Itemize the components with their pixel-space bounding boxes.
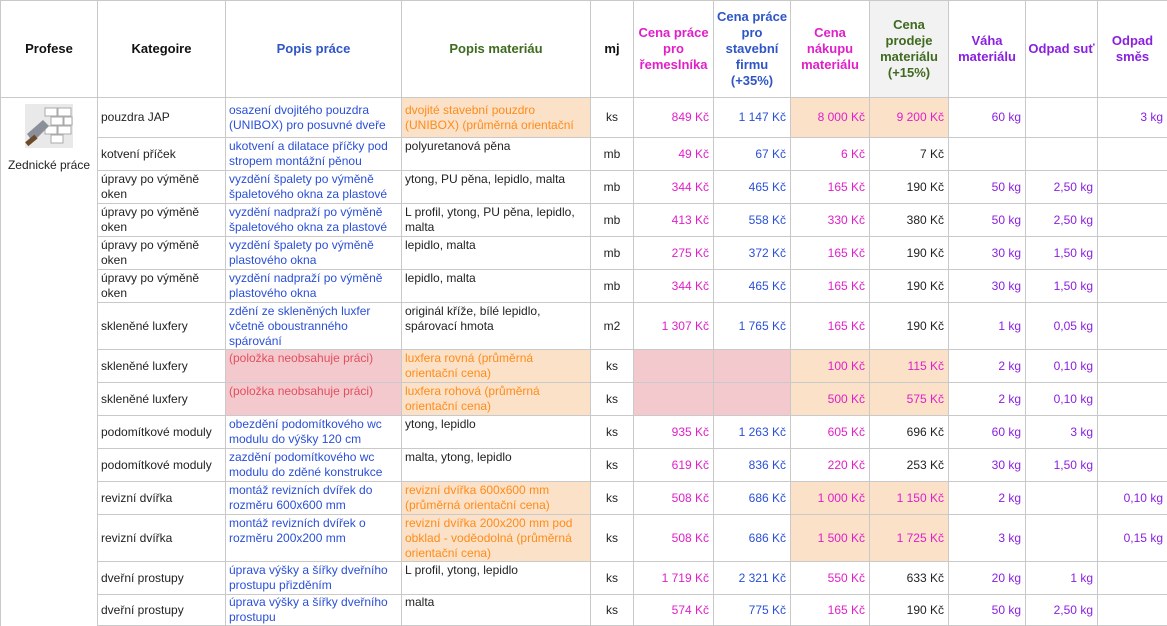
vaha-cell[interactable]: 2 kg xyxy=(949,350,1026,383)
odpad-smes-cell[interactable] xyxy=(1098,416,1167,449)
cena-nakupu-cell[interactable]: 1 000 Kč xyxy=(791,482,870,515)
header-odpad-smes[interactable]: Odpad směs xyxy=(1098,1,1167,98)
popis-materialu-cell-text: revizní dvířka 200x200 mm pod obklad - voděodolná (průměrná orientační cena) xyxy=(405,516,587,561)
cena-nakupu-cell[interactable]: 220 Kč xyxy=(791,449,870,482)
popis-prace-cell-text: ukotvení a dilatace příčky pod stropem montážní pěnou xyxy=(229,139,398,169)
cena-nakupu-cell[interactable]: 165 Kč xyxy=(791,270,870,303)
kategorie-cell[interactable]: úpravy po výměně oken xyxy=(98,171,226,204)
popis-materialu-cell[interactable] xyxy=(402,562,591,595)
odpad-smes-cell[interactable] xyxy=(1098,595,1167,626)
cena-prodeje-cell[interactable]: 253 Kč xyxy=(870,449,949,482)
mj-cell[interactable]: mb xyxy=(591,204,634,237)
cena-firma-cell[interactable]: 686 Kč xyxy=(714,482,791,515)
cena-remeslnik-cell[interactable]: 344 Kč xyxy=(634,270,714,303)
vaha-cell[interactable]: 50 kg xyxy=(949,171,1026,204)
odpad-sut-cell[interactable]: 0,10 kg xyxy=(1026,350,1098,383)
popis-materialu-cell[interactable] xyxy=(402,98,591,138)
header-popis-materialu[interactable]: Popis materiáu xyxy=(402,1,591,98)
popis-prace-cell[interactable] xyxy=(226,562,402,595)
popis-prace-cell[interactable] xyxy=(226,482,402,515)
odpad-smes-cell[interactable] xyxy=(1098,562,1167,595)
cena-remeslnik-cell[interactable]: 413 Kč xyxy=(634,204,714,237)
popis-prace-cell-text: vyzdění nadpraží po výměně špaletového okna za plastové xyxy=(229,205,398,235)
table-row xyxy=(1,595,1167,626)
kategorie-cell[interactable]: podomítkové moduly xyxy=(98,449,226,482)
odpad-sut-cell[interactable] xyxy=(1026,515,1098,562)
table-row xyxy=(1,449,1167,482)
popis-materialu-cell[interactable] xyxy=(402,138,591,171)
cena-remeslnik-cell[interactable] xyxy=(634,350,714,383)
kategorie-cell[interactable]: kotvení příček xyxy=(98,138,226,171)
mj-cell[interactable]: mb xyxy=(591,171,634,204)
cena-firma-cell[interactable]: 686 Kč xyxy=(714,515,791,562)
mj-cell[interactable]: mb xyxy=(591,270,634,303)
popis-materialu-cell[interactable] xyxy=(402,482,591,515)
header-cena-remeslnik[interactable]: Cena práce pro řemeslníka xyxy=(634,1,714,98)
cena-nakupu-cell[interactable]: 100 Kč xyxy=(791,350,870,383)
kategorie-cell[interactable]: revizní dvířka xyxy=(98,515,226,562)
header-profese[interactable]: Profese xyxy=(1,1,98,98)
table-row xyxy=(1,204,1167,237)
cena-remeslnik-cell[interactable]: 508 Kč xyxy=(634,515,714,562)
mj-cell[interactable]: ks xyxy=(591,515,634,562)
cena-nakupu-cell[interactable]: 165 Kč xyxy=(791,303,870,350)
vaha-cell[interactable]: 2 kg xyxy=(949,482,1026,515)
cena-prodeje-cell[interactable]: 190 Kč xyxy=(870,270,949,303)
mj-cell[interactable]: ks xyxy=(591,562,634,595)
cena-firma-cell[interactable] xyxy=(714,383,791,416)
cena-prodeje-cell[interactable]: 190 Kč xyxy=(870,237,949,270)
odpad-smes-cell[interactable] xyxy=(1098,138,1167,171)
header-popis-prace[interactable]: Popis práce xyxy=(226,1,402,98)
vaha-cell[interactable]: 30 kg xyxy=(949,270,1026,303)
odpad-sut-cell[interactable]: 1,50 kg xyxy=(1026,270,1098,303)
popis-materialu-cell-text: L profil, ytong, PU pěna, lepidlo, malta xyxy=(405,205,587,235)
profese-label: Zednické práce xyxy=(3,158,95,173)
popis-materialu-cell[interactable] xyxy=(402,204,591,237)
table-row xyxy=(1,350,1167,383)
header-kategoire[interactable]: Kategoire xyxy=(98,1,226,98)
popis-prace-cell[interactable] xyxy=(226,270,402,303)
kategorie-cell[interactable]: podomítkové moduly xyxy=(98,416,226,449)
cena-remeslnik-cell[interactable]: 935 Kč xyxy=(634,416,714,449)
cena-nakupu-cell[interactable]: 165 Kč xyxy=(791,171,870,204)
table-row xyxy=(1,303,1167,350)
kategorie-cell[interactable]: pouzdra JAP xyxy=(98,98,226,138)
table-row xyxy=(1,171,1167,204)
table-row xyxy=(1,416,1167,449)
popis-prace-cell-text: vyzdění špalety po výměně plastového okna xyxy=(229,238,398,268)
popis-prace-cell-text: úprava výšky a šířky dveřního prostupu xyxy=(229,595,398,625)
vaha-cell[interactable]: 2 kg xyxy=(949,383,1026,416)
popis-materialu-cell-text: lepidlo, malta xyxy=(405,271,587,301)
popis-materialu-cell-text: lepidlo, malta xyxy=(405,238,587,268)
popis-materialu-cell-text: dvojité stavební pouzdro (UNIBOX) (průměrná orientační xyxy=(405,103,587,133)
popis-prace-cell[interactable] xyxy=(226,416,402,449)
table-row xyxy=(1,270,1167,303)
header-row xyxy=(1,1,1167,98)
odpad-smes-cell[interactable]: 0,10 kg xyxy=(1098,482,1167,515)
cena-prodeje-cell[interactable]: 1 150 Kč xyxy=(870,482,949,515)
popis-materialu-cell[interactable] xyxy=(402,237,591,270)
popis-materialu-cell-text: ytong, PU pěna, lepidlo, malta xyxy=(405,172,587,202)
cena-firma-cell[interactable]: 372 Kč xyxy=(714,237,791,270)
popis-materialu-cell-text: ytong, lepidlo xyxy=(405,417,587,447)
cena-remeslnik-cell[interactable]: 619 Kč xyxy=(634,449,714,482)
popis-materialu-cell[interactable] xyxy=(402,416,591,449)
odpad-sut-cell[interactable]: 2,50 kg xyxy=(1026,171,1098,204)
odpad-sut-cell[interactable] xyxy=(1026,98,1098,138)
vaha-cell[interactable]: 20 kg xyxy=(949,562,1026,595)
cena-nakupu-cell[interactable]: 330 Kč xyxy=(791,204,870,237)
cena-remeslnik-cell[interactable]: 1 307 Kč xyxy=(634,303,714,350)
cena-prodeje-cell[interactable]: 633 Kč xyxy=(870,562,949,595)
mj-cell[interactable]: ks xyxy=(591,98,634,138)
table-row xyxy=(1,98,1167,138)
popis-materialu-cell-text: luxfera rohová (průměrná orientační cena) xyxy=(405,384,587,414)
vaha-cell[interactable]: 60 kg xyxy=(949,98,1026,138)
odpad-smes-cell[interactable] xyxy=(1098,237,1167,270)
popis-prace-cell-text: vyzdění nadpraží po výměně plastového okna xyxy=(229,271,398,301)
cena-nakupu-cell[interactable]: 6 Kč xyxy=(791,138,870,171)
popis-materialu-cell[interactable] xyxy=(402,171,591,204)
odpad-smes-cell[interactable] xyxy=(1098,449,1167,482)
odpad-sut-cell[interactable]: 2,50 kg xyxy=(1026,204,1098,237)
cena-nakupu-cell[interactable]: 1 500 Kč xyxy=(791,515,870,562)
popis-prace-cell[interactable] xyxy=(226,595,402,626)
cena-nakupu-cell[interactable]: 550 Kč xyxy=(791,562,870,595)
odpad-smes-cell[interactable] xyxy=(1098,383,1167,416)
table-row xyxy=(1,515,1167,562)
popis-prace-cell-text: zdění ze skleněných luxfer včetně oboustranného spárování xyxy=(229,304,398,349)
popis-prace-cell-text: montáž revizních dvířek o rozměru 200x200 mm xyxy=(229,516,398,561)
popis-prace-cell-text: obezdění podomítkového wc modulu do výšky 120 cm xyxy=(229,417,398,447)
odpad-sut-cell[interactable]: 1,50 kg xyxy=(1026,449,1098,482)
cena-remeslnik-cell[interactable]: 1 719 Kč xyxy=(634,562,714,595)
popis-prace-cell[interactable] xyxy=(226,515,402,562)
popis-prace-cell[interactable] xyxy=(226,237,402,270)
cena-prodeje-cell[interactable]: 1 725 Kč xyxy=(870,515,949,562)
odpad-smes-cell[interactable] xyxy=(1098,303,1167,350)
mj-cell[interactable]: mb xyxy=(591,237,634,270)
popis-materialu-cell-text: polyuretanová pěna xyxy=(405,139,587,169)
vaha-cell[interactable]: 30 kg xyxy=(949,237,1026,270)
cena-firma-cell[interactable] xyxy=(714,350,791,383)
kategorie-cell[interactable]: úpravy po výměně oken xyxy=(98,237,226,270)
popis-prace-cell-text: (položka neobsahuje práci) xyxy=(229,384,398,414)
cena-prodeje-cell[interactable]: 575 Kč xyxy=(870,383,949,416)
cena-firma-cell[interactable]: 2 321 Kč xyxy=(714,562,791,595)
cena-firma-cell[interactable]: 1 263 Kč xyxy=(714,416,791,449)
popis-prace-cell[interactable] xyxy=(226,138,402,171)
header-mj[interactable]: mj xyxy=(591,1,634,98)
odpad-sut-cell[interactable]: 1,50 kg xyxy=(1026,237,1098,270)
kategorie-cell[interactable]: revizní dvířka xyxy=(98,482,226,515)
cena-prodeje-cell[interactable]: 696 Kč xyxy=(870,416,949,449)
kategorie-cell[interactable]: dveřní prostupy xyxy=(98,562,226,595)
popis-prace-cell[interactable] xyxy=(226,350,402,383)
mj-cell[interactable]: ks xyxy=(591,383,634,416)
kategorie-cell[interactable]: dveřní prostupy xyxy=(98,595,226,626)
odpad-sut-cell[interactable] xyxy=(1026,138,1098,171)
header-cena-nakupu[interactable]: Cena nákupu materiálu xyxy=(791,1,870,98)
table-row xyxy=(1,237,1167,270)
popis-materialu-cell-text: malta xyxy=(405,595,587,625)
popis-prace-cell-text: montáž revizních dvířek do rozměru 600x600 mm xyxy=(229,483,398,513)
header-cena-firma[interactable]: Cena práce pro stavební firmu (+35%) xyxy=(714,1,791,98)
odpad-sut-cell[interactable]: 2,50 kg xyxy=(1026,595,1098,626)
cena-nakupu-cell[interactable]: 165 Kč xyxy=(791,237,870,270)
cena-prodeje-cell[interactable]: 115 Kč xyxy=(870,350,949,383)
popis-prace-cell[interactable] xyxy=(226,303,402,350)
cena-nakupu-cell[interactable]: 605 Kč xyxy=(791,416,870,449)
popis-prace-cell-text: osazení dvojitého pouzdra (UNIBOX) pro posuvné dveře xyxy=(229,103,398,133)
cena-remeslnik-cell[interactable]: 49 Kč xyxy=(634,138,714,171)
popis-prace-cell[interactable] xyxy=(226,383,402,416)
cena-nakupu-cell[interactable]: 500 Kč xyxy=(791,383,870,416)
odpad-sut-cell[interactable]: 0,10 kg xyxy=(1026,383,1098,416)
cena-firma-cell[interactable]: 67 Kč xyxy=(714,138,791,171)
vaha-cell[interactable]: 50 kg xyxy=(949,595,1026,626)
popis-prace-cell[interactable] xyxy=(226,98,402,138)
mj-cell[interactable]: ks xyxy=(591,595,634,626)
odpad-sut-cell[interactable] xyxy=(1026,482,1098,515)
popis-materialu-cell[interactable] xyxy=(402,270,591,303)
cena-prodeje-cell[interactable]: 190 Kč xyxy=(870,595,949,626)
header-cena-prodeje[interactable]: Cena prodeje materiálu (+15%) xyxy=(870,1,949,98)
popis-prace-cell[interactable] xyxy=(226,449,402,482)
popis-prace-cell-text: vyzdění špalety po výměně špaletového okna za plastové xyxy=(229,172,398,202)
table-row xyxy=(1,482,1167,515)
vaha-cell[interactable] xyxy=(949,138,1026,171)
popis-prace-cell-text: zazdění podomítkového wc modulu do zděné konstrukce xyxy=(229,450,398,480)
cena-prodeje-cell[interactable]: 190 Kč xyxy=(870,303,949,350)
cena-remeslnik-cell[interactable]: 508 Kč xyxy=(634,482,714,515)
table-row xyxy=(1,562,1167,595)
table-row xyxy=(1,383,1167,416)
cena-remeslnik-cell[interactable]: 344 Kč xyxy=(634,171,714,204)
kategorie-cell[interactable]: skleněné luxfery xyxy=(98,383,226,416)
cena-remeslnik-cell[interactable] xyxy=(634,383,714,416)
header-odpad-sut[interactable]: Odpad suť xyxy=(1026,1,1098,98)
mj-cell[interactable]: ks xyxy=(591,482,634,515)
vaha-cell[interactable]: 1 kg xyxy=(949,303,1026,350)
popis-materialu-cell-text: revizní dvířka 600x600 mm (průměrná orientační cena) xyxy=(405,483,587,513)
cena-firma-cell[interactable]: 1 147 Kč xyxy=(714,98,791,138)
kategorie-cell[interactable]: skleněné luxfery xyxy=(98,350,226,383)
odpad-smes-cell[interactable] xyxy=(1098,350,1167,383)
cena-firma-cell[interactable]: 1 765 Kč xyxy=(714,303,791,350)
popis-prace-cell[interactable] xyxy=(226,171,402,204)
profese-cell[interactable] xyxy=(1,98,98,626)
popis-materialu-cell-text: malta, ytong, lepidlo xyxy=(405,450,587,480)
cena-firma-cell[interactable]: 558 Kč xyxy=(714,204,791,237)
popis-prace-cell-text: úprava výšky a šířky dveřního prostupu přizděním xyxy=(229,563,398,593)
cena-prodeje-cell[interactable]: 7 Kč xyxy=(870,138,949,171)
odpad-sut-cell[interactable]: 3 kg xyxy=(1026,416,1098,449)
vaha-cell[interactable]: 3 kg xyxy=(949,515,1026,562)
odpad-smes-cell[interactable] xyxy=(1098,270,1167,303)
popis-materialu-cell[interactable] xyxy=(402,303,591,350)
kategorie-cell[interactable]: skleněné luxfery xyxy=(98,303,226,350)
brick-trowel-icon xyxy=(25,104,73,148)
mj-cell[interactable]: ks xyxy=(591,449,634,482)
popis-materialu-cell[interactable] xyxy=(402,350,591,383)
popis-materialu-cell[interactable] xyxy=(402,383,591,416)
mj-cell[interactable]: ks xyxy=(591,350,634,383)
cena-remeslnik-cell[interactable]: 574 Kč xyxy=(634,595,714,626)
mj-cell[interactable]: ks xyxy=(591,416,634,449)
odpad-sut-cell[interactable]: 1 kg xyxy=(1026,562,1098,595)
cena-prodeje-cell[interactable]: 9 200 Kč xyxy=(870,98,949,138)
vaha-cell[interactable]: 50 kg xyxy=(949,204,1026,237)
kategorie-cell[interactable]: úpravy po výměně oken xyxy=(98,270,226,303)
kategorie-cell[interactable]: úpravy po výměně oken xyxy=(98,204,226,237)
popis-materialu-cell-text: L profil, ytong, lepidlo xyxy=(405,563,587,593)
odpad-smes-cell[interactable]: 0,15 kg xyxy=(1098,515,1167,562)
cena-remeslnik-cell[interactable]: 275 Kč xyxy=(634,237,714,270)
cena-nakupu-cell[interactable]: 8 000 Kč xyxy=(791,98,870,138)
cena-firma-cell[interactable]: 465 Kč xyxy=(714,270,791,303)
mj-cell[interactable]: m2 xyxy=(591,303,634,350)
cena-prodeje-cell[interactable]: 190 Kč xyxy=(870,171,949,204)
mj-cell[interactable]: mb xyxy=(591,138,634,171)
popis-prace-cell-text: (položka neobsahuje práci) xyxy=(229,351,398,381)
odpad-smes-cell[interactable] xyxy=(1098,171,1167,204)
popis-materialu-cell[interactable] xyxy=(402,449,591,482)
popis-prace-cell[interactable] xyxy=(226,204,402,237)
popis-materialu-cell[interactable] xyxy=(402,515,591,562)
vaha-cell[interactable]: 60 kg xyxy=(949,416,1026,449)
odpad-smes-cell[interactable] xyxy=(1098,204,1167,237)
popis-materialu-cell-text: originál kříže, bílé lepidlo, spárovací hmota xyxy=(405,304,587,349)
cena-firma-cell[interactable]: 775 Kč xyxy=(714,595,791,626)
cena-firma-cell[interactable]: 836 Kč xyxy=(714,449,791,482)
cena-prodeje-cell[interactable]: 380 Kč xyxy=(870,204,949,237)
cena-remeslnik-cell[interactable]: 849 Kč xyxy=(634,98,714,138)
popis-materialu-cell-text: luxfera rovná (průměrná orientační cena) xyxy=(405,351,587,381)
table-row xyxy=(1,138,1167,171)
cena-nakupu-cell[interactable]: 165 Kč xyxy=(791,595,870,626)
vaha-cell[interactable]: 30 kg xyxy=(949,449,1026,482)
header-vaha[interactable]: Váha materiálu xyxy=(949,1,1026,98)
odpad-sut-cell[interactable]: 0,05 kg xyxy=(1026,303,1098,350)
popis-materialu-cell[interactable] xyxy=(402,595,591,626)
cena-firma-cell[interactable]: 465 Kč xyxy=(714,171,791,204)
odpad-smes-cell[interactable]: 3 kg xyxy=(1098,98,1167,138)
